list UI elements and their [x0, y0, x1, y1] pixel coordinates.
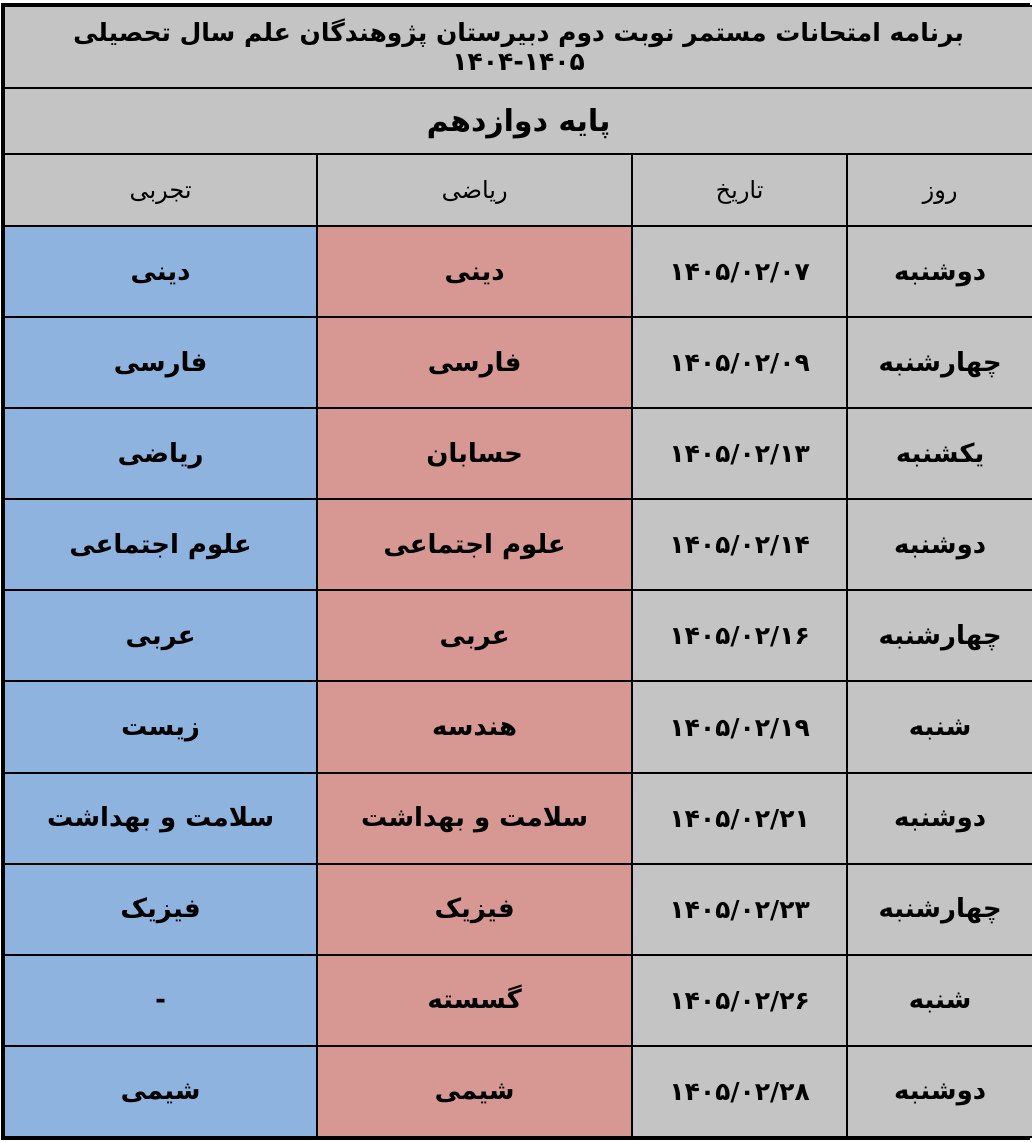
grade-heading: پایه دوازدهم	[4, 88, 1032, 154]
cell-day: دوشنبه	[847, 773, 1032, 864]
cell-bio-subject: دینی	[4, 226, 317, 317]
cell-day: دوشنبه	[847, 1046, 1032, 1137]
cell-bio-subject: عربی	[4, 590, 317, 681]
cell-math-subject: عربی	[317, 590, 632, 681]
table-row	[4, 226, 1032, 317]
cell-math-subject: علوم اجتماعی	[317, 499, 632, 590]
cell-bio-subject: شیمی	[4, 1046, 317, 1137]
table-row	[4, 1046, 1032, 1137]
cell-day: چهارشنبه	[847, 864, 1032, 955]
cell-math-subject: شیمی	[317, 1046, 632, 1137]
cell-math-subject: فارسی	[317, 317, 632, 408]
table-row	[4, 499, 1032, 590]
column-header-date: تاریخ	[632, 154, 847, 226]
table-row	[4, 955, 1032, 1046]
cell-day: چهارشنبه	[847, 590, 1032, 681]
table-row	[4, 681, 1032, 772]
cell-math-subject: گسسته	[317, 955, 632, 1046]
cell-date: ۱۴۰۵/۰۲/۱۹	[632, 681, 847, 772]
cell-math-subject: دینی	[317, 226, 632, 317]
title-row	[4, 6, 1032, 88]
schedule-title: برنامه امتحانات مستمر نوبت دوم دبیرستان پژوهندگان علم سال تحصیلی ۱۴۰۵-۱۴۰۴	[4, 6, 1032, 88]
exam-schedule-table	[3, 5, 1032, 1138]
table-row	[4, 773, 1032, 864]
cell-day: یکشنبه	[847, 408, 1032, 499]
cell-bio-subject: سلامت و بهداشت	[4, 773, 317, 864]
cell-bio-subject: علوم اجتماعی	[4, 499, 317, 590]
cell-day: دوشنبه	[847, 499, 1032, 590]
cell-date: ۱۴۰۵/۰۲/۲۶	[632, 955, 847, 1046]
cell-date: ۱۴۰۵/۰۲/۲۱	[632, 773, 847, 864]
cell-bio-subject: ریاضی	[4, 408, 317, 499]
cell-bio-subject: -	[4, 955, 317, 1046]
cell-math-subject: سلامت و بهداشت	[317, 773, 632, 864]
cell-day: دوشنبه	[847, 226, 1032, 317]
exam-schedule-sheet	[1, 3, 1030, 1140]
cell-math-subject: حسابان	[317, 408, 632, 499]
column-header-math: ریاضی	[317, 154, 632, 226]
column-header-day: روز	[847, 154, 1032, 226]
cell-day: شنبه	[847, 955, 1032, 1046]
cell-date: ۱۴۰۵/۰۲/۲۳	[632, 864, 847, 955]
column-header-bio: تجربی	[4, 154, 317, 226]
table-row	[4, 864, 1032, 955]
cell-date: ۱۴۰۵/۰۲/۰۷	[632, 226, 847, 317]
column-header-row	[4, 154, 1032, 226]
cell-day: شنبه	[847, 681, 1032, 772]
table-row	[4, 408, 1032, 499]
cell-date: ۱۴۰۵/۰۲/۱۶	[632, 590, 847, 681]
cell-bio-subject: فارسی	[4, 317, 317, 408]
cell-bio-subject: زیست	[4, 681, 317, 772]
table-row	[4, 317, 1032, 408]
cell-bio-subject: فیزیک	[4, 864, 317, 955]
cell-math-subject: هندسه	[317, 681, 632, 772]
cell-math-subject: فیزیک	[317, 864, 632, 955]
cell-date: ۱۴۰۵/۰۲/۱۴	[632, 499, 847, 590]
cell-date: ۱۴۰۵/۰۲/۲۸	[632, 1046, 847, 1137]
table-row	[4, 590, 1032, 681]
cell-date: ۱۴۰۵/۰۲/۰۹	[632, 317, 847, 408]
cell-day: چهارشنبه	[847, 317, 1032, 408]
cell-date: ۱۴۰۵/۰۲/۱۳	[632, 408, 847, 499]
grade-row	[4, 88, 1032, 154]
